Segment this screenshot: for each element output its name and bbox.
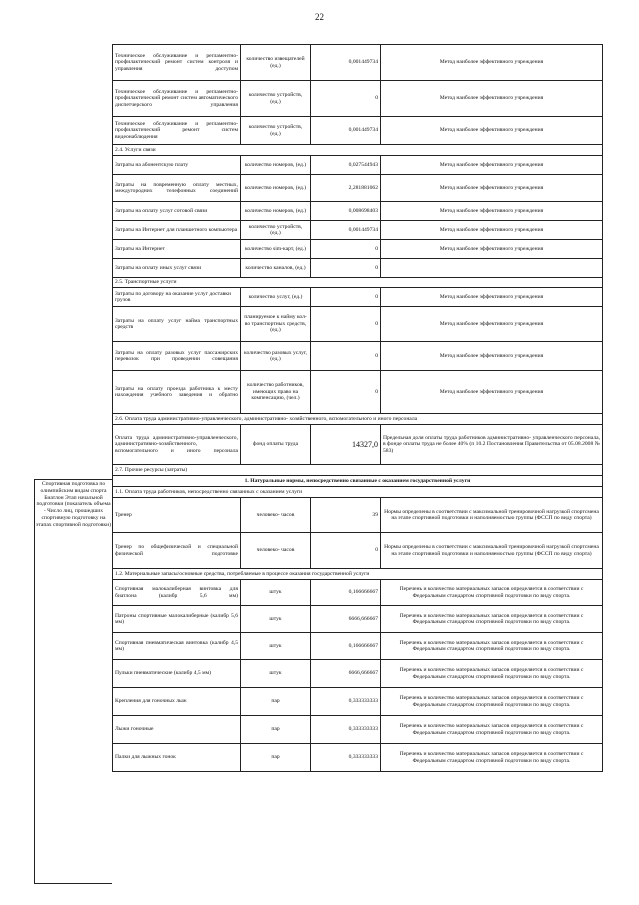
- table-row: [113, 425, 603, 465]
- row-note: Перечень и количество материальных запасов определяется в соответствии с Федеральным стандартом спортивной подготовки по виду спорта.: [381, 744, 603, 772]
- section-row: [113, 145, 603, 156]
- row-unit: человеко- часов: [241, 498, 311, 533]
- table-row: [113, 498, 603, 533]
- section-row: [113, 487, 603, 498]
- row-note: Метод наиболее эффективного учреждения: [381, 45, 603, 81]
- row-unit: фонд оплаты труда: [241, 425, 311, 465]
- table-row: [113, 716, 603, 744]
- row-name: Техническое обслуживание и регламентно- профилактический ремонт систем видеонаблюдения: [113, 117, 241, 145]
- row-value: 0: [311, 288, 381, 307]
- row-value: 0: [311, 259, 381, 278]
- row-unit: количество номеров, (ед.): [241, 156, 311, 175]
- table-row: [113, 633, 603, 660]
- table-row: [113, 606, 603, 633]
- row-note: Перечень и количество материальных запасов определяется в соответствии с Федеральным стандартом спортивной подготовки по виду спорта.: [381, 716, 603, 744]
- row-value: 0,008698403: [311, 202, 381, 221]
- row-unit: количество разовых услуг, (ед.): [241, 342, 311, 371]
- row-name: Спортивная малокалиберная винтовка для биатлона (калибр 5,6 мм): [113, 580, 241, 606]
- table-row: [113, 288, 603, 307]
- row-value: 6666,666667: [311, 660, 381, 688]
- row-note: Нормы определены в соответствии с максимальной тренировочной нагрузкой спортсмена на этапе спортивной подготовки и наполняемостью группы (ФССП по виду спорта): [381, 498, 603, 533]
- table-row: [113, 259, 603, 278]
- section-title: 2.6. Оплата труда административно-управленческого, административно- хозяйственного, вспомогательного и иного персонала: [113, 414, 603, 425]
- row-value: 0: [311, 81, 381, 117]
- row-note: Перечень и количество материальных запасов определяется в соответствии с Федеральным стандартом спортивной подготовки по виду спорта.: [381, 660, 603, 688]
- row-note: [381, 259, 603, 278]
- row-note: Метод наиболее эффективного учреждения: [381, 307, 603, 342]
- row-value: 0: [311, 307, 381, 342]
- section-row: [113, 569, 603, 580]
- row-note: Перечень и количество материальных запасов определяется в соответствии с Федеральным стандартом спортивной подготовки по виду спорта.: [381, 606, 603, 633]
- row-unit: количество извещателей (ед.): [241, 45, 311, 81]
- row-value: 0,333333333: [311, 716, 381, 744]
- table-row: [113, 240, 603, 259]
- row-value: 39: [311, 498, 381, 533]
- row-unit: человеко- часов: [241, 533, 311, 569]
- row-name: Оплата труда административно-управленческого, административно-хозяйственного, вспомогательного и иного персонала: [113, 425, 241, 465]
- row-unit: количество устройств, (ед.): [241, 81, 311, 117]
- service-name-cell: Спортивная подготовка по олимпийским видам спорта Биатлон Этап начальной подготовки (показатель объема - Число лиц, прошедших спортивную подготовку на этапах спортивной подготовки): [34, 479, 112, 884]
- row-name: Затраты на абонентскую плату: [113, 156, 241, 175]
- table-row: [113, 660, 603, 688]
- table-row: [113, 156, 603, 175]
- row-name: Затраты на оплату разовых услуг пассажирских перевозок при проведении совещания: [113, 342, 241, 371]
- row-note: Метод наиболее эффективного учреждения: [381, 371, 603, 414]
- row-name: Затраты на повременную оплату местных, междугородних телефонных соединений: [113, 175, 241, 202]
- section-row: [113, 414, 603, 425]
- section-row: [113, 465, 603, 476]
- table-row: [113, 371, 603, 414]
- table-row: [113, 342, 603, 371]
- row-value: 2,281881062: [311, 175, 381, 202]
- row-value: 0,027544943: [311, 156, 381, 175]
- row-unit: пар: [241, 688, 311, 716]
- section-title: 2.5. Транспортные услуги: [113, 278, 603, 288]
- row-note: Нормы определены в соответствии с максимальной тренировочной нагрузкой спортсмена на этапе спортивной подготовки и наполняемостью группы (ФССП по виду спорта): [381, 533, 603, 569]
- row-value: 0,001449734: [311, 45, 381, 81]
- row-name: Крепления для гоночных лыж: [113, 688, 241, 716]
- row-note: Метод наиболее эффективного учреждения: [381, 221, 603, 240]
- row-unit: количество номеров, (ед.): [241, 202, 311, 221]
- row-name: Палки для лыжных гонок: [113, 744, 241, 772]
- row-name: Техническое обслуживание и регламентно- профилактический ремонт систем автоматического диспетчерского управления: [113, 81, 241, 117]
- row-value: 0: [311, 533, 381, 569]
- row-name: Затраты на оплату проезда работника к месту нахождения учебного заведения и обратно: [113, 371, 241, 414]
- row-note: Метод наиболее эффективного учреждения: [381, 240, 603, 259]
- row-unit: штук: [241, 660, 311, 688]
- row-name: Патроны спортивные малокалиберные (калибр 5,6 мм): [113, 606, 241, 633]
- row-value: 6666,666667: [311, 606, 381, 633]
- section-row: [113, 278, 603, 288]
- table-row: [113, 45, 603, 81]
- row-value: 14327,0: [311, 425, 381, 465]
- table-row: [113, 81, 603, 117]
- row-note: Метод наиболее эффективного учреждения: [381, 288, 603, 307]
- row-unit: планируемое к найму кол-во транспортных средств, (ед.): [241, 307, 311, 342]
- row-unit: количество работников, имеющих право на компенсацию, (чел.): [241, 371, 311, 414]
- table-row: [113, 533, 603, 569]
- row-note: Метод наиболее эффективного учреждения: [381, 156, 603, 175]
- row-value: 0: [311, 240, 381, 259]
- table-row: [113, 307, 603, 342]
- row-unit: штук: [241, 606, 311, 633]
- row-unit: штук: [241, 580, 311, 606]
- row-unit: количество устройств, (ед.): [241, 221, 311, 240]
- norms-table: [112, 44, 603, 772]
- row-note: Перечень и количество материальных запасов определяется в соответствии с Федеральным стандартом спортивной подготовки по виду спорта.: [381, 633, 603, 660]
- row-value: 0,333333333: [311, 744, 381, 772]
- table-row: [113, 221, 603, 240]
- table-row: [113, 202, 603, 221]
- row-unit: пар: [241, 744, 311, 772]
- row-name: Затраты на оплату услуг сотовой связи: [113, 202, 241, 221]
- row-value: 0,166666667: [311, 633, 381, 660]
- row-note: Метод наиболее эффективного учреждения: [381, 81, 603, 117]
- row-note: Метод наиболее эффективного учреждения: [381, 202, 603, 221]
- row-unit: количество услуг, (ед.): [241, 288, 311, 307]
- table-row: [113, 744, 603, 772]
- section-row: [113, 476, 603, 487]
- page-number: 22: [315, 12, 324, 22]
- row-unit: количество номеров, (ед.): [241, 175, 311, 202]
- row-note: Перечень и количество материальных запасов определяется в соответствии с Федеральным стандартом спортивной подготовки по виду спорта.: [381, 580, 603, 606]
- row-name: Тренер: [113, 498, 241, 533]
- row-unit: пар: [241, 716, 311, 744]
- row-name: Лыжи гоночные: [113, 716, 241, 744]
- row-value: 0,001449734: [311, 117, 381, 145]
- row-name: Затраты на Интернет: [113, 240, 241, 259]
- row-name: Затраты на Интернет для планшетного компьютера: [113, 221, 241, 240]
- row-note: Метод наиболее эффективного учреждения: [381, 117, 603, 145]
- table-row: [113, 580, 603, 606]
- row-unit: штук: [241, 633, 311, 660]
- row-value: 0: [311, 342, 381, 371]
- row-name: Техническое обслуживание и регламентно- профилактический ремонт систем контроля и управления доступом: [113, 45, 241, 81]
- section-title: 1.1. Оплата труда работников, непосредственно связанных с оказанием услуги: [113, 487, 603, 498]
- row-unit: количество устройств, (ед.): [241, 117, 311, 145]
- row-value: 0,333333333: [311, 688, 381, 716]
- row-name: Затраты по договору на оказание услуг доставки грузов: [113, 288, 241, 307]
- row-name: Затраты на оплату иных услуг связи: [113, 259, 241, 278]
- section-title: 1.2. Материальные запасы/основные средства, потребляемые в процессе оказания государственной услуги: [113, 569, 603, 580]
- section-title: 2.4. Услуги связи: [113, 145, 603, 156]
- row-note: Перечень и количество материальных запасов определяется в соответствии с Федеральным стандартом спортивной подготовки по виду спорта.: [381, 688, 603, 716]
- row-unit: количество каналов, (ед.): [241, 259, 311, 278]
- section-title: 2.7. Прочие ресурсы (затраты): [113, 465, 603, 476]
- row-note: Предельная доля оплаты труда работников административно- управленческого персонала, в фонде оплаты труда не более 40% (п 10.2 Постановления Правительства от 05.08.2008 № 583): [381, 425, 603, 465]
- row-value: 0,166666667: [311, 580, 381, 606]
- row-unit: количество sim-карт, (ед.): [241, 240, 311, 259]
- row-name: Затраты на оплату услуг найма транспортных средств: [113, 307, 241, 342]
- row-name: Пульки пневматические (калибр 4,5 мм): [113, 660, 241, 688]
- table-row: [113, 688, 603, 716]
- row-name: Тренер по общефизической и специальной физической подготовке: [113, 533, 241, 569]
- table-row: [113, 175, 603, 202]
- table-row: [113, 117, 603, 145]
- row-value: 0,001449734: [311, 221, 381, 240]
- row-note: Метод наиболее эффективного учреждения: [381, 342, 603, 371]
- row-note: Метод наиболее эффективного учреждения: [381, 175, 603, 202]
- section-title: 1. Натуральные нормы, непосредственно связанные с оказанием государственной услуги: [113, 476, 603, 487]
- row-value: 0: [311, 371, 381, 414]
- row-name: Спортивная пневматическая винтовка (калибр 4,5 мм): [113, 633, 241, 660]
